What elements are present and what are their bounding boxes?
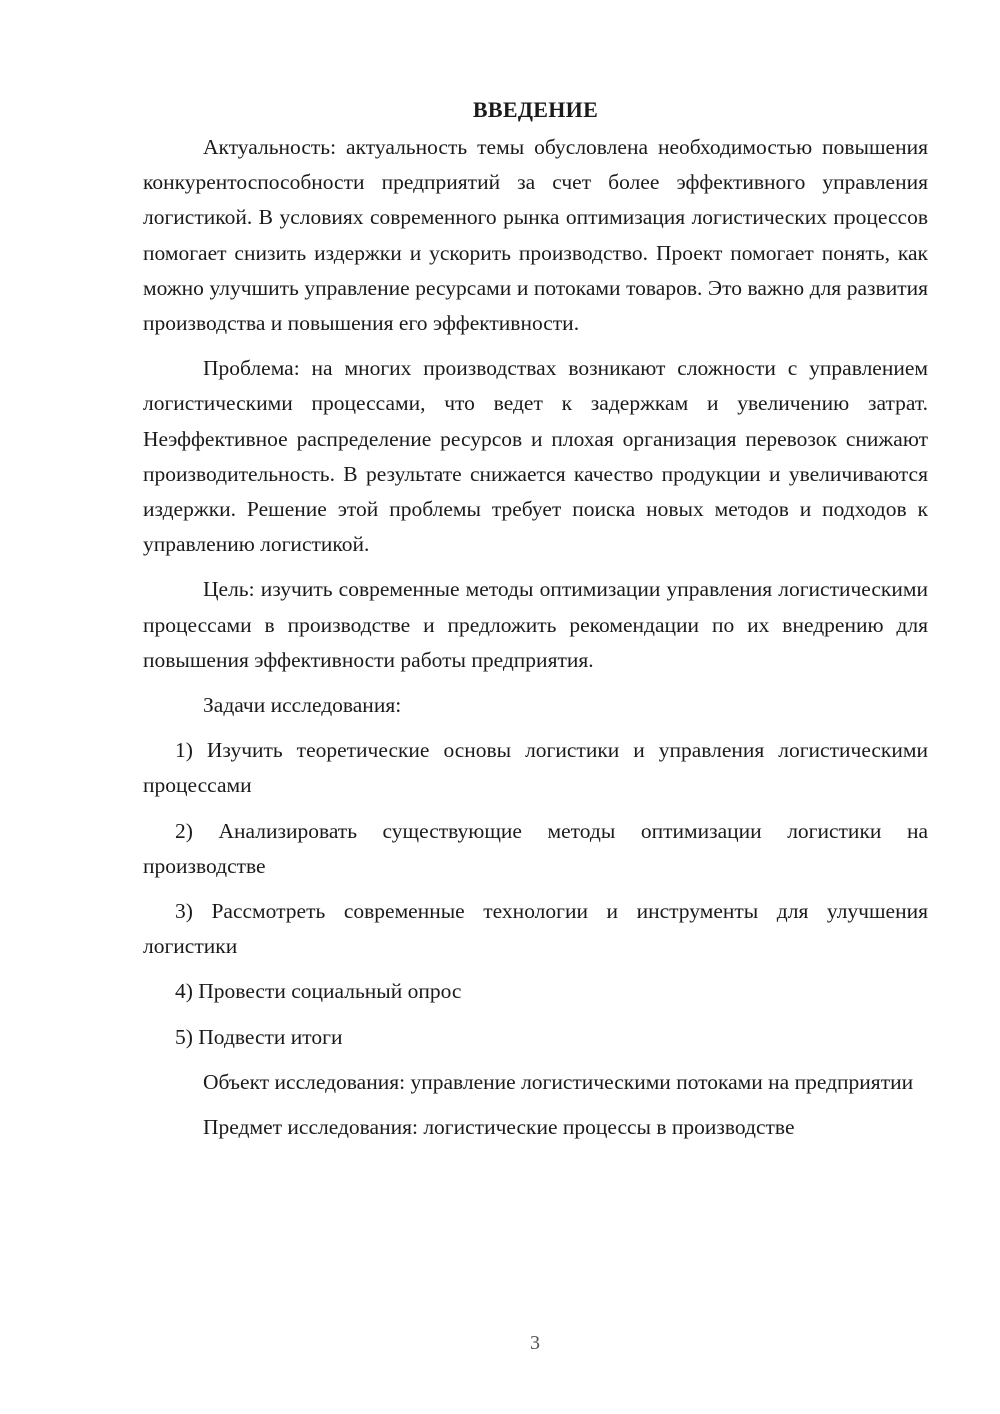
page-number: 3: [530, 1332, 540, 1354]
paragraph-goal: Цель: изучить современные методы оптимизации управления логистическими процессами в производстве и предложить рекомендации по их внедрению для повышения эффективности работы предприятия.: [143, 577, 928, 672]
paragraph-relevance: Актуальность: актуальность темы обусловлена необходимостью повышения конкурентоспособности предприятий за счет более эффективного управления логистикой. В условиях современного рынка оптимизация логистических процессов помогает снизить издержки и ускорить производство. Проект помогает понять, как можно улучшить управление ресурсами и потоками товаров. Это важно для развития производства и повышения его эффективности.: [143, 135, 928, 336]
tasks-list: [143, 733, 928, 1055]
tasks-heading: Задачи исследования:: [203, 693, 402, 718]
task-item: 4) Провести социальный опрос: [175, 979, 462, 1004]
paragraph-object: Объект исследования: управление логистическими потоками на предприятии: [203, 1069, 914, 1094]
section-title: ВВЕДЕНИЕ: [472, 97, 599, 122]
task-item: 5) Подвести итоги: [175, 1024, 343, 1049]
paragraph-problem: Проблема: на многих производствах возникают сложности с управлением логистическими процессами, что ведет к задержкам и увеличению затрат. Неэффективное распределение ресурсов и плохая организация перевозок снижают производительность. В результате снижается качество продукции и увеличиваются издержки. Решение этой проблемы требует поиска новых методов и подходов к управлению логистикой.: [143, 356, 928, 557]
task-item: 3) Рассмотреть современные технологии и инструменты для улучшения логистики: [143, 899, 928, 959]
task-item: 2) Анализировать существующие методы оптимизации логистики на производстве: [143, 818, 928, 878]
task-item: 1) Изучить теоретические основы логистики и управления логистическими процессами: [143, 738, 928, 798]
paragraph-subject: Предмет исследования: логистические процессы в производстве: [203, 1115, 795, 1140]
document-page: [143, 90, 928, 1155]
